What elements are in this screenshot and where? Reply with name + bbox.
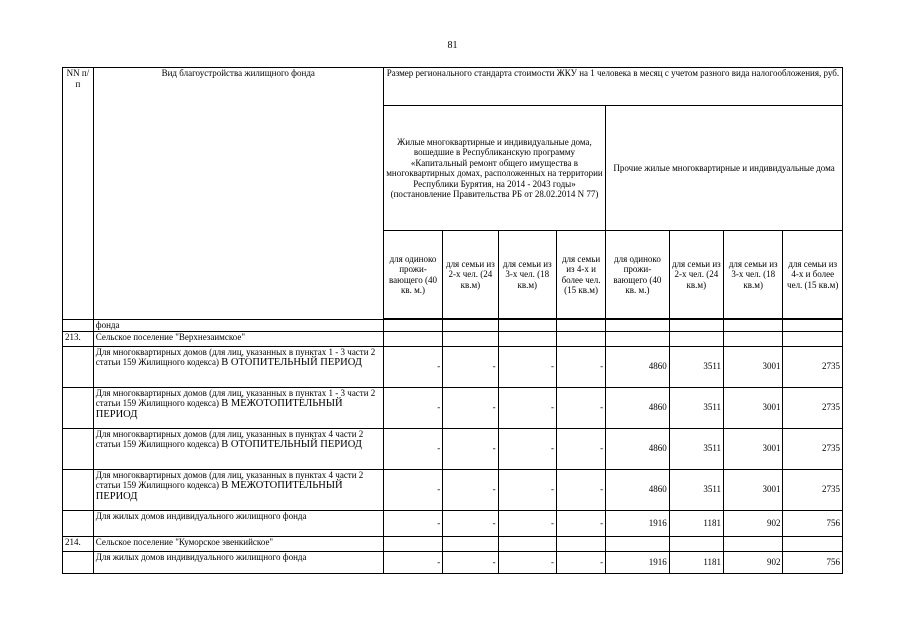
row-text: Для многоквартирных домов (для лиц, указанных в пунктах 4 части 2 статьи 159 Жилищного кодекса)	[95, 428, 364, 449]
value-cell	[443, 331, 498, 346]
value-cell: -	[498, 346, 556, 387]
value-cell	[669, 331, 723, 346]
value-cell	[556, 320, 605, 332]
row-number	[63, 469, 94, 510]
row-description	[93, 387, 383, 428]
value-cell: 3001	[724, 428, 783, 469]
value-cell: 756	[783, 551, 843, 573]
value-cell	[383, 320, 442, 332]
value-cell: 1916	[606, 551, 670, 573]
row-text: Для многоквартирных домов (для лиц, указанных в пунктах 1 - 3 части 2 статьи 159 Жилищного кодекса)	[95, 387, 376, 408]
value-cell: 902	[724, 551, 783, 573]
row-text: фонда	[95, 320, 120, 330]
value-cell	[383, 331, 442, 346]
value-cell: 4860	[606, 387, 670, 428]
row-number	[63, 346, 94, 387]
header-a-col-1: для одиноко прожи-вающего (40 кв. м.)	[383, 231, 442, 319]
value-cell	[498, 320, 556, 332]
value-cell	[783, 320, 843, 332]
value-cell: 3511	[669, 469, 723, 510]
row-period: В МЕЖОТОПИТЕЛЬНЫЙ ПЕРИОД	[95, 480, 343, 502]
value-cell	[669, 536, 723, 551]
value-cell: 3001	[724, 346, 783, 387]
row-period: В ОТОПИТЕЛЬНЫЙ ПЕРИОД	[221, 357, 362, 368]
header-b-col-1: для одиноко прожи-вающего (40 кв. м.)	[606, 231, 670, 319]
table-row	[63, 331, 843, 346]
row-description	[93, 346, 383, 387]
row-description	[93, 331, 383, 346]
value-cell	[556, 331, 605, 346]
header-a-col-3: для семьи из 3-х чел. (18 кв.м)	[498, 231, 556, 319]
value-cell: 3001	[724, 469, 783, 510]
value-cell	[498, 536, 556, 551]
header-b-col-3: для семьи из 3-х чел. (18 кв.м)	[724, 231, 783, 319]
table-row	[63, 428, 843, 469]
value-cell: -	[383, 551, 442, 573]
value-cell: -	[383, 346, 442, 387]
table-row	[63, 346, 843, 387]
row-description	[93, 320, 383, 332]
row-text: Для многоквартирных домов (для лиц, указанных в пунктах 1 - 3 части 2 статьи 159 Жилищного кодекса)	[95, 346, 376, 367]
value-cell	[443, 320, 498, 332]
row-number	[63, 551, 94, 573]
row-description	[93, 469, 383, 510]
value-cell: -	[443, 469, 498, 510]
row-number	[63, 387, 94, 428]
table-row	[63, 510, 843, 536]
header-b-col-4: для семьи из 4-х и более чел. (15 кв.м)	[783, 231, 843, 319]
row-number	[63, 428, 94, 469]
value-cell: -	[498, 551, 556, 573]
value-cell	[443, 536, 498, 551]
row-number	[63, 510, 94, 536]
value-cell: 4860	[606, 428, 670, 469]
value-cell	[783, 331, 843, 346]
value-cell: -	[556, 551, 605, 573]
value-cell: 1181	[669, 510, 723, 536]
value-cell: -	[498, 428, 556, 469]
header-a-col-4: для семьи из 4-х и более чел. (15 кв.м)	[556, 231, 605, 319]
value-cell: 1916	[606, 510, 670, 536]
value-cell: -	[556, 510, 605, 536]
value-cell: -	[383, 428, 442, 469]
value-cell: 2735	[783, 428, 843, 469]
table-body	[63, 320, 843, 574]
value-cell: -	[383, 510, 442, 536]
row-text: Для жилых домов индивидуального жилищного фонда	[95, 551, 307, 562]
table-row	[63, 469, 843, 510]
value-cell: -	[443, 346, 498, 387]
value-cell	[606, 536, 670, 551]
value-cell: -	[383, 469, 442, 510]
value-cell: -	[443, 387, 498, 428]
row-text: Сельское поселение "Верхнезаимское"	[95, 331, 246, 342]
header-kind: Вид благоустройства жилищного фонда	[93, 68, 383, 320]
value-cell	[606, 331, 670, 346]
table-row	[63, 320, 843, 332]
table-row	[63, 551, 843, 573]
value-cell: -	[556, 469, 605, 510]
header-b-col-2: для семьи из 2-х чел. (24 кв.м)	[669, 231, 723, 319]
value-cell: -	[443, 510, 498, 536]
table-row	[63, 536, 843, 551]
value-cell: 3511	[669, 428, 723, 469]
page-number: 81	[447, 40, 458, 51]
row-description	[93, 428, 383, 469]
header-group-a: Жилые многоквартирные и индивидуальные дома, вошедшие в Республиканскую программу «Капитальный ремонт общего имущества в многоквартирных домах, расположенных на территории Республики Бурятия, на 2014 - 2043 годы» (постановление Правительства РБ от 28.02.2014 N 77)	[383, 106, 605, 231]
value-cell: 902	[724, 510, 783, 536]
value-cell	[498, 331, 556, 346]
value-cell	[724, 331, 783, 346]
value-cell: -	[443, 428, 498, 469]
value-cell: 2735	[783, 469, 843, 510]
value-cell: 4860	[606, 469, 670, 510]
value-cell	[669, 320, 723, 332]
value-cell: -	[498, 387, 556, 428]
value-cell	[556, 536, 605, 551]
row-number	[63, 320, 94, 332]
value-cell: 756	[783, 510, 843, 536]
value-cell	[724, 536, 783, 551]
value-cell	[606, 320, 670, 332]
value-cell: -	[556, 387, 605, 428]
row-text: Для жилых домов индивидуального жилищного фонда	[95, 510, 307, 521]
header-standard: Размер регионального стандарта стоимости ЖКУ на 1 человека в месяц с учетом разного вида налогообложения, руб.	[383, 68, 842, 106]
value-cell: 2735	[783, 387, 843, 428]
header-nn: NN п/п	[63, 68, 94, 320]
header-group-b: Прочие жилые многоквартирные и индивидуальные дома	[606, 106, 843, 231]
row-period: В ОТОПИТЕЛЬНЫЙ ПЕРИОД	[221, 439, 362, 450]
value-cell: 1181	[669, 551, 723, 573]
value-cell: 3511	[669, 346, 723, 387]
row-description	[93, 551, 383, 573]
row-text: Сельское поселение "Куморское эвенкийское"	[95, 536, 274, 547]
value-cell: -	[383, 387, 442, 428]
value-cell	[724, 320, 783, 332]
tariff-table	[62, 67, 843, 574]
value-cell: -	[443, 551, 498, 573]
row-description	[93, 510, 383, 536]
row-description	[93, 536, 383, 551]
row-text: Для многоквартирных домов (для лиц, указанных в пунктах 4 части 2 статьи 159 Жилищного кодекса)	[95, 469, 364, 490]
value-cell	[383, 536, 442, 551]
row-period: В МЕЖОТОПИТЕЛЬНЫЙ ПЕРИОД	[95, 398, 343, 420]
value-cell: -	[498, 510, 556, 536]
value-cell: 3001	[724, 387, 783, 428]
header-a-col-2: для семьи из 2-х чел. (24 кв.м)	[443, 231, 498, 319]
row-number: 214.	[63, 536, 94, 551]
value-cell	[783, 536, 843, 551]
row-number: 213.	[63, 331, 94, 346]
value-cell: 2735	[783, 346, 843, 387]
value-cell: -	[556, 428, 605, 469]
table-row	[63, 387, 843, 428]
value-cell: 3511	[669, 387, 723, 428]
value-cell: -	[498, 469, 556, 510]
value-cell: 4860	[606, 346, 670, 387]
value-cell: -	[556, 346, 605, 387]
